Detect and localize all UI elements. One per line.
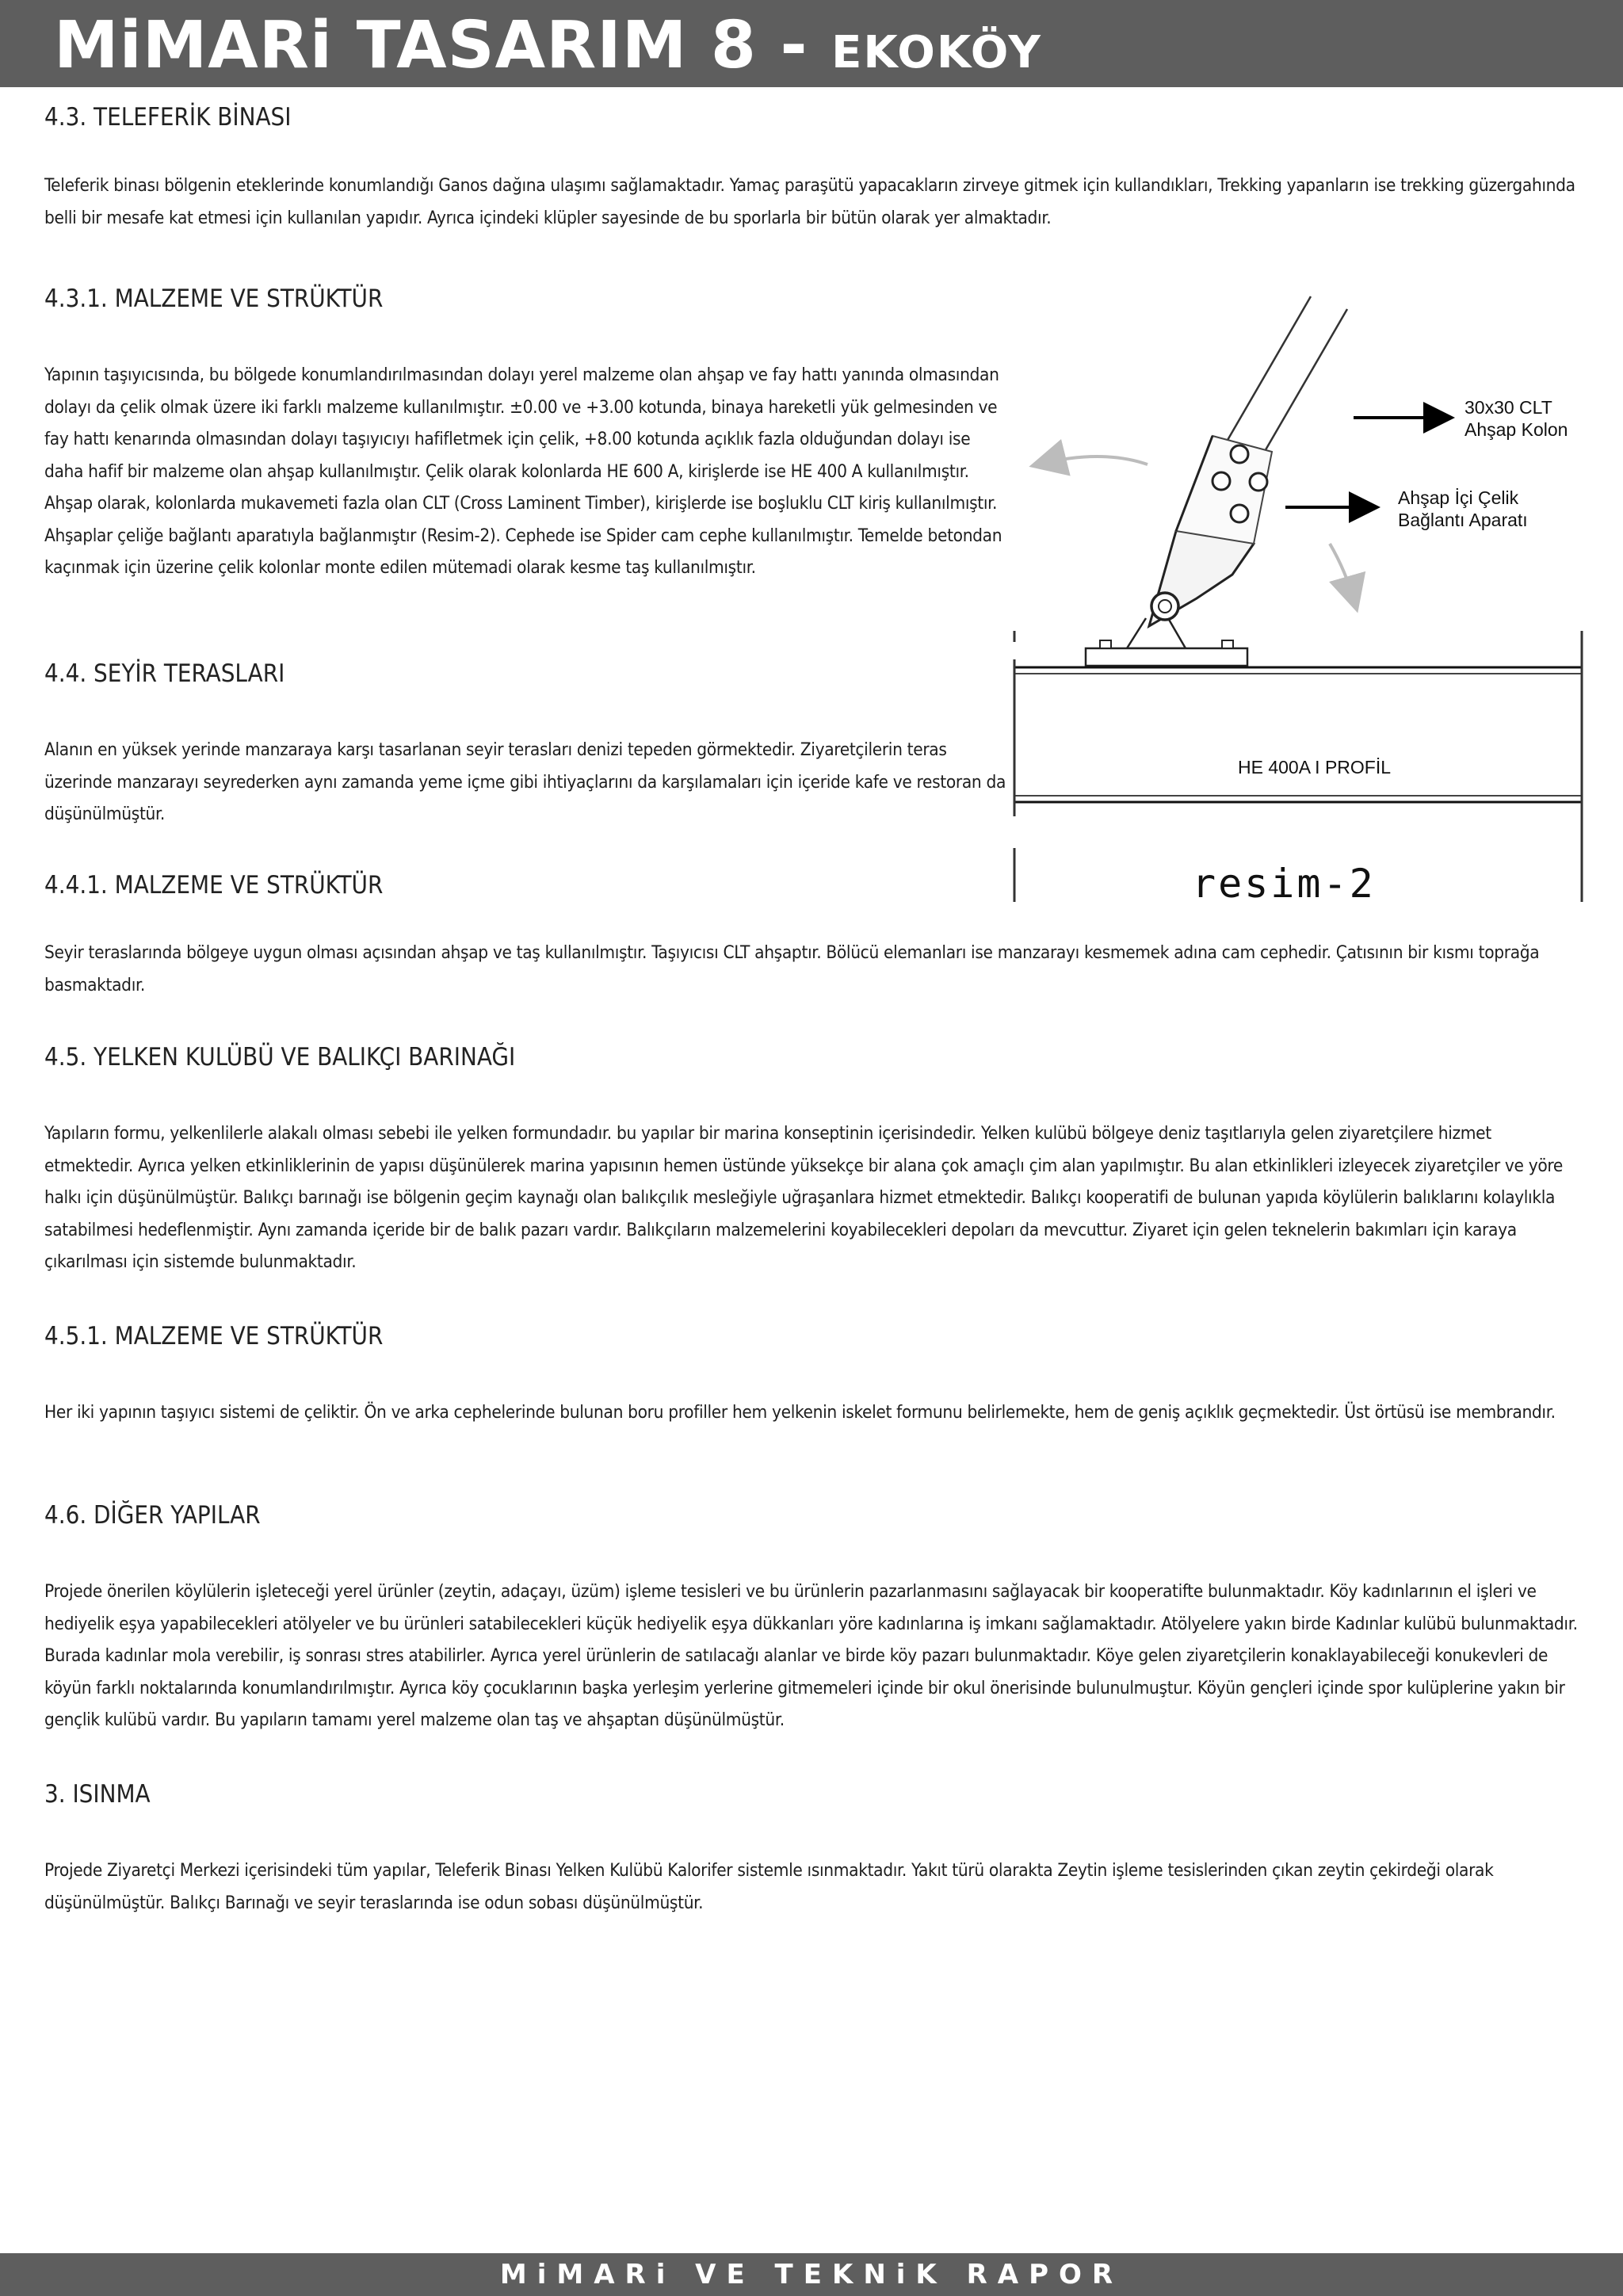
section-body-malzeme-seyir: Seyir teraslarında bölgeye uygun olması açısından ahşap ve taş kullanılmıştır. Taşıyıcısı CLT ahşaptır. Bölücü elemanları ise manzarayı kesmemek adına cam cephedir. Çatısının bir kısmı toprağa basmaktadır.: [44, 942, 1540, 995]
label-clt-column-2: Ahşap Kolon: [1465, 419, 1568, 440]
base-plate: [1086, 640, 1247, 666]
footer-title: MiMARi VE TEKNiK RAPOR: [499, 2259, 1124, 2290]
section-heading-diger-yapilar: 4.6. DİĞER YAPILAR: [44, 1501, 261, 1530]
section-body-diger-yapilar: Projede önerilen köylülerin işleteceği yerel ürünler (zeytin, adaçayı, üzüm) işleme tesisleri ve bu ürünlerin pazarlanmasını sağlayacak bir kooperatifte bulunmaktadır. Köy kadınlarının el işleri ve hediyelik eşya yapabilecekleri atölyeler ve bu ürünleri satabilecekleri küçük hediyelik eşya dükkanları yöre kadınlarına iş imkanı sağlamaktadır. Atölyelere yakın birde Kadınlar kulübü bulunmaktadır. Burada kadınlar mola verebilir, iş sonrası stres atabilirler. Ayrıca yerel ürünlerin de satılacağı alanlar ve birde köy pazarı bulunmaktadır. Köye gelen ziyaretçilerin konaklayabileceği konukevleri de köyün farklı noktalarında konumlandırılmıştır. Ayrıca köy çocuklarının başka yerleşim yerlerine gitmemeleri içinde bir okul önerisinde bulunulmuştur. Köyün gençleri içinde spor kulüplerine yakın bir gençlik kulübü vardır. Bu yapıların tamamı yerel malzeme olan taş ve ahşaptan düşünülmüştür.: [44, 1581, 1578, 1730]
label-connector-2: Bağlantı Aparatı: [1398, 510, 1528, 530]
section-heading-malzeme-seyir: 4.4.1. MALZEME VE STRÜKTÜR: [44, 871, 384, 900]
section-heading-malzeme-yelken: 4.5.1. MALZEME VE STRÜKTÜR: [44, 1322, 384, 1350]
footer-bar: [0, 2253, 1623, 2296]
section-body-seyir-teraslari: Alanın en yüksek yerinde manzaraya karşı tasarlanan seyir terasları denizi tepeden görmektedir. Ziyaretçilerin teras üzerinde manzarayı seyrederken aynı zamanda yeme içme gibi ihtiyaçlarını da karşılamaları için içeride kafe ve restoran da düşünülmüştür.: [44, 739, 1006, 824]
section-body-isinma: Projede Ziyaretçi Merkezi içerisindeki tüm yapılar, Teleferik Binası Yelken Kulübü Kalorifer sistemle ısınmaktadır. Yakıt türü olarakta Zeytin işleme tesislerinden çıkan zeytin çekirdeği olarak düşünülmüştür. Balıkçı Barınağı ve seyir teraslarında ise odun sobası düşünülmüştür.: [44, 1860, 1494, 1913]
label-beam: HE 400A I PROFİL: [1238, 757, 1392, 777]
document-title-main: MiMARi TASARIM 8 -: [54, 8, 832, 83]
rotation-arrow-right: [1330, 544, 1355, 604]
label-connector-1: Ahşap İçi Çelik: [1398, 487, 1519, 508]
rotation-arrow-left: [1038, 457, 1148, 464]
steel-connector-plate: [1127, 436, 1272, 648]
section-body-malzeme-teleferik: Yapının taşıyıcısında, bu bölgede konumlandırılmasından dolayı yerel malzeme olan ahşap ve fay hattı yanında olmasından dolayı da çelik olmak üzere iki farklı malzeme kullanılmıştır. ±0.00 ve +3.00 kotunda, binaya hareketli yük gelmesinden ve fay hattı kenarında olmasından dolayı taşıyıcıyı hafifletmek için çelik, +8.00 kotunda açıklık fazla olduğundan dolayı ise daha hafif bir malzeme olan ahşap kullanılmıştır. Çelik olarak kolonlarda HE 600 A, kirişlerde ise HE 400 A kullanılmıştır. Ahşap olarak, kolonlarda mukavemeti fazla olan CLT (Cross Laminent Timber), kirişlerde ise boşluklu CLT kiriş kullanılmıştır. Ahşaplar çeliğe bağlantı aparatıyla bağlanmıştır (Resim-2). Cephede ise Spider cam cephe kullanılmıştır. Temelde betondan kaçınmak için üzerine çelik kolonlar monte edilen mütemadi olarak kesme taş kullanılmıştır.: [44, 365, 1002, 578]
section-body-yelken-kulubu: Yapıların formu, yelkenlilerle alakalı olması sebebi ile yelken formundadır. bu yapılar bir marina konseptinin içerisindedir. Yelken kulübü bölgeye deniz taşıtlarıyla gelen ziyaretçilere hizmet etmektedir. Ayrıca yelken etkinliklerinin de yapısı düşünülerek marina yapısının hemen üstünde yüksekçe bir alana çok amaçlı çim alan yapılmıştır. Bu alan etkinlikleri izleyecek ziyaretçiler ve yöre halkı için düşünülmüştür. Balıkçı barınağı ise bölgenin geçim kaynağı olan balıkçılık mesleğiyle uğraşanlara hizmet etmektedir. Balıkçı kooperatifi de bulunan yapıda köylülerin balıklarını kolaylıkla satabilmesi hedeflenmiştir. Aynı zamanda içeride bir de balık pazarı vardır. Balıkçıların malzemelerini koyabilecekleri depoları da mevcuttur. Ziyaret için gelen teknelerin bakımları için karaya çıkarılması için sistemde bulunmaktadır.: [44, 1123, 1563, 1272]
connection-detail-figure: [1006, 293, 1585, 919]
section-body-malzeme-yelken: Her iki yapının taşıyıcı sistemi de çeliktir. Ön ve arka cephelerinde bulunan boru profiller hem yelkenin iskelet formunu belirlemekte, hem de geniş açıklık geçmektedir. Üst örtüsü ise membrandır.: [44, 1402, 1556, 1423]
section-heading-yelken-kulubu: 4.5. YELKEN KULÜBÜ VE BALIKÇI BARINAĞI: [44, 1043, 516, 1072]
section-heading-seyir-teraslari: 4.4. SEYİR TERASLARI: [44, 659, 285, 688]
section-heading-isinma: 3. ISINMA: [44, 1780, 151, 1809]
section-heading-teleferik: 4.3. TELEFERİK BİNASI: [44, 103, 292, 132]
section-body-teleferik: Teleferik binası bölgenin eteklerinde konumlandığı Ganos dağına ulaşımı sağlamaktadır. Yamaç paraşütü yapacakların zirveye gitmek için kullandıkları, Trekking yapanların ise trekking güzergahında belli bir mesafe kat etmesi için kullanılan yapıdır. Ayrıca içindeki klüpler sayesinde de bu sporlarla bir bütün olarak yer almaktadır.: [44, 175, 1575, 228]
connection-detail-drawing: [1006, 293, 1585, 919]
document-subtitle: EKOKÖY: [831, 27, 1042, 78]
section-heading-malzeme-teleferik: 4.3.1. MALZEME VE STRÜKTÜR: [44, 285, 384, 313]
header-bar: [0, 0, 1623, 87]
figure-caption: resim-2: [1192, 861, 1376, 907]
label-clt-column-1: 30x30 CLT: [1465, 397, 1552, 418]
document-title: [54, 5, 1042, 94]
